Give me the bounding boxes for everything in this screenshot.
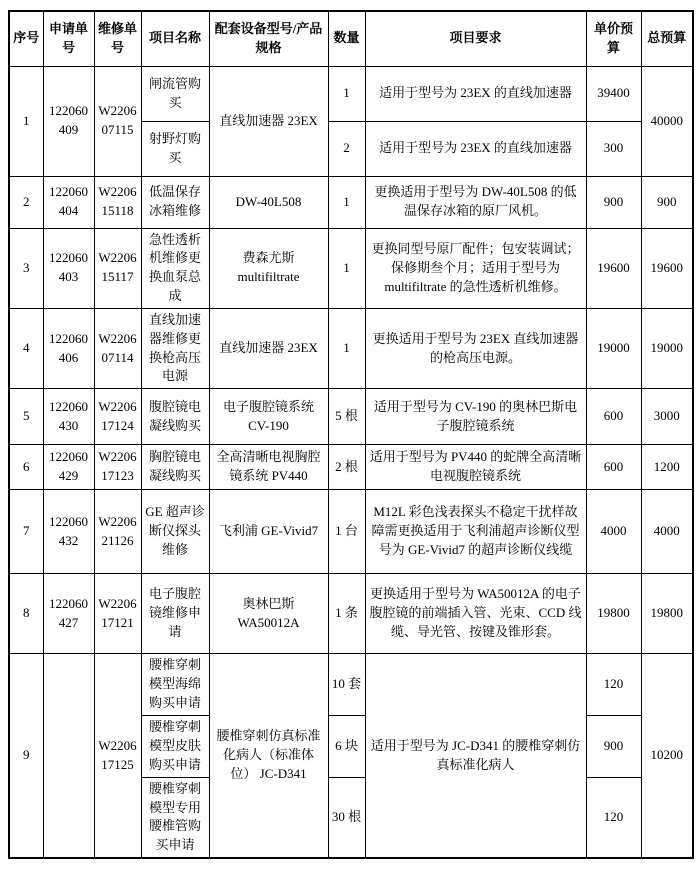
cell-application-no: 122060427 — [43, 574, 94, 654]
cell-repair-no: W220607115 — [94, 66, 141, 176]
cell-project-name: 腰椎穿刺模型海绵购买申请 — [141, 654, 209, 716]
table-row — [9, 490, 693, 574]
cell-project-name: 腰椎穿刺模型专用腰椎管购买申请 — [141, 777, 209, 858]
cell-total-budget: 3000 — [641, 389, 693, 445]
cell-project-name: 射野灯购买 — [141, 121, 209, 176]
cell-quantity: 6 块 — [328, 715, 365, 777]
cell-project-name: 闸流管购买 — [141, 66, 209, 121]
cell-total-budget: 4000 — [641, 490, 693, 574]
cell-total-budget: 19000 — [641, 308, 693, 388]
cell-unit-price: 600 — [586, 445, 641, 490]
table-row — [9, 389, 693, 445]
cell-repair-no: W220615118 — [94, 176, 141, 228]
cell-total-budget: 19800 — [641, 574, 693, 654]
header-equipment-model: 配套设备型号/产品规格 — [209, 11, 328, 66]
cell-quantity: 1 — [328, 308, 365, 388]
cell-repair-no: W220617123 — [94, 445, 141, 490]
cell-requirements: 适用于型号为 PV440 的蛇牌全高清晰电视腹腔镜系统 — [365, 445, 586, 490]
cell-application-no: 122060430 — [43, 389, 94, 445]
cell-seq: 1 — [9, 66, 43, 176]
header-unit-price: 单价预算 — [586, 11, 641, 66]
cell-requirements: 更换适用于型号为 WA50012A 的电子腹腔镜的前端插入管、光束、CCD 线缆、导光管、按键及锥形套。 — [365, 574, 586, 654]
table-row — [9, 445, 693, 490]
cell-seq: 6 — [9, 445, 43, 490]
cell-unit-price: 4000 — [586, 490, 641, 574]
cell-equipment-model: DW-40L508 — [209, 176, 328, 228]
cell-project-name: 胸腔镜电凝线购买 — [141, 445, 209, 490]
cell-application-no: 122060404 — [43, 176, 94, 228]
cell-equipment-model: 奥林巴斯 WA50012A — [209, 574, 328, 654]
header-quantity: 数量 — [328, 11, 365, 66]
header-requirements: 项目要求 — [365, 11, 586, 66]
header-seq: 序号 — [9, 11, 43, 66]
cell-project-name: 低温保存冰箱维修 — [141, 176, 209, 228]
cell-total-budget: 1200 — [641, 445, 693, 490]
cell-equipment-model: 全高清晰电视胸腔镜系统 PV440 — [209, 445, 328, 490]
cell-seq: 5 — [9, 389, 43, 445]
header-repair-no: 维修单号 — [94, 11, 141, 66]
cell-application-no — [43, 654, 94, 858]
cell-repair-no: W220621126 — [94, 490, 141, 574]
cell-application-no: 122060406 — [43, 308, 94, 388]
table-row — [9, 308, 693, 388]
cell-unit-price: 120 — [586, 777, 641, 858]
cell-quantity: 2 — [328, 121, 365, 176]
cell-quantity: 10 套 — [328, 654, 365, 716]
cell-quantity: 1 — [328, 228, 365, 308]
cell-quantity: 1 — [328, 66, 365, 121]
cell-application-no: 122060409 — [43, 66, 94, 176]
cell-quantity: 1 台 — [328, 490, 365, 574]
cell-equipment-model: 直线加速器 23EX — [209, 66, 328, 176]
cell-application-no: 122060403 — [43, 228, 94, 308]
cell-seq: 2 — [9, 176, 43, 228]
cell-unit-price: 19800 — [586, 574, 641, 654]
cell-unit-price: 19000 — [586, 308, 641, 388]
cell-unit-price: 19600 — [586, 228, 641, 308]
cell-seq: 3 — [9, 228, 43, 308]
cell-seq: 7 — [9, 490, 43, 574]
cell-equipment-model: 直线加速器 23EX — [209, 308, 328, 388]
cell-repair-no: W220617121 — [94, 574, 141, 654]
cell-unit-price: 900 — [586, 715, 641, 777]
cell-quantity: 2 根 — [328, 445, 365, 490]
table-row — [9, 228, 693, 308]
cell-equipment-model: 飞利浦 GE-Vivid7 — [209, 490, 328, 574]
cell-project-name: 急性透析机维修更换血泵总成 — [141, 228, 209, 308]
cell-quantity: 5 根 — [328, 389, 365, 445]
table-row — [9, 574, 693, 654]
cell-seq: 4 — [9, 308, 43, 388]
cell-requirements: 适用于型号为 CV-190 的奥林巴斯电子腹腔镜系统 — [365, 389, 586, 445]
cell-total-budget: 40000 — [641, 66, 693, 176]
cell-requirements: 适用于型号为 23EX 的直线加速器 — [365, 66, 586, 121]
cell-application-no: 122060432 — [43, 490, 94, 574]
cell-project-name: GE 超声诊断仪探头维修 — [141, 490, 209, 574]
cell-application-no: 122060429 — [43, 445, 94, 490]
cell-total-budget: 19600 — [641, 228, 693, 308]
cell-project-name: 电子腹腔镜维修申请 — [141, 574, 209, 654]
table-row — [9, 66, 693, 121]
header-application-no: 申请单号 — [43, 11, 94, 66]
cell-repair-no: W220615117 — [94, 228, 141, 308]
cell-unit-price: 600 — [586, 389, 641, 445]
cell-requirements: 更换同型号原厂配件；包安装调试；保修期叁个月；适用于型号为 multifiltrate 的急性透析机维修。 — [365, 228, 586, 308]
cell-quantity: 1 — [328, 176, 365, 228]
cell-requirements: M12L 彩色浅表探头不稳定干扰样故障需更换适用于飞利浦超声诊断仪型号为 GE-Vivid7 的超声诊断仪线缆 — [365, 490, 586, 574]
cell-project-name: 腰椎穿刺模型皮肤购买申请 — [141, 715, 209, 777]
cell-equipment-model: 费森尤斯 multifiltrate — [209, 228, 328, 308]
cell-repair-no: W220617125 — [94, 654, 141, 858]
cell-equipment-model: 腰椎穿刺仿真标准化病人（标准体位） JC-D341 — [209, 654, 328, 858]
cell-requirements: 适用于型号为 JC-D341 的腰椎穿刺仿真标准化病人 — [365, 654, 586, 858]
cell-seq: 9 — [9, 654, 43, 858]
cell-repair-no: W220617124 — [94, 389, 141, 445]
cell-requirements: 适用于型号为 23EX 的直线加速器 — [365, 121, 586, 176]
table-row — [9, 176, 693, 228]
budget-table — [8, 10, 694, 859]
cell-requirements: 更换适用于型号为 23EX 直线加速器的枪高压电源。 — [365, 308, 586, 388]
cell-total-budget: 10200 — [641, 654, 693, 858]
cell-seq: 8 — [9, 574, 43, 654]
cell-unit-price: 900 — [586, 176, 641, 228]
cell-unit-price: 39400 — [586, 66, 641, 121]
header-total-budget: 总预算 — [641, 11, 693, 66]
cell-project-name: 直线加速器维修更换枪高压电源 — [141, 308, 209, 388]
cell-project-name: 腹腔镜电凝线购买 — [141, 389, 209, 445]
header-row — [9, 11, 693, 66]
header-project-name: 项目名称 — [141, 11, 209, 66]
cell-quantity: 30 根 — [328, 777, 365, 858]
cell-equipment-model: 电子腹腔镜系统 CV-190 — [209, 389, 328, 445]
cell-unit-price: 300 — [586, 121, 641, 176]
cell-quantity: 1 条 — [328, 574, 365, 654]
table-row — [9, 654, 693, 716]
cell-total-budget: 900 — [641, 176, 693, 228]
cell-requirements: 更换适用于型号为 DW-40L508 的低温保存冰箱的原厂风机。 — [365, 176, 586, 228]
cell-unit-price: 120 — [586, 654, 641, 716]
cell-repair-no: W220607114 — [94, 308, 141, 388]
